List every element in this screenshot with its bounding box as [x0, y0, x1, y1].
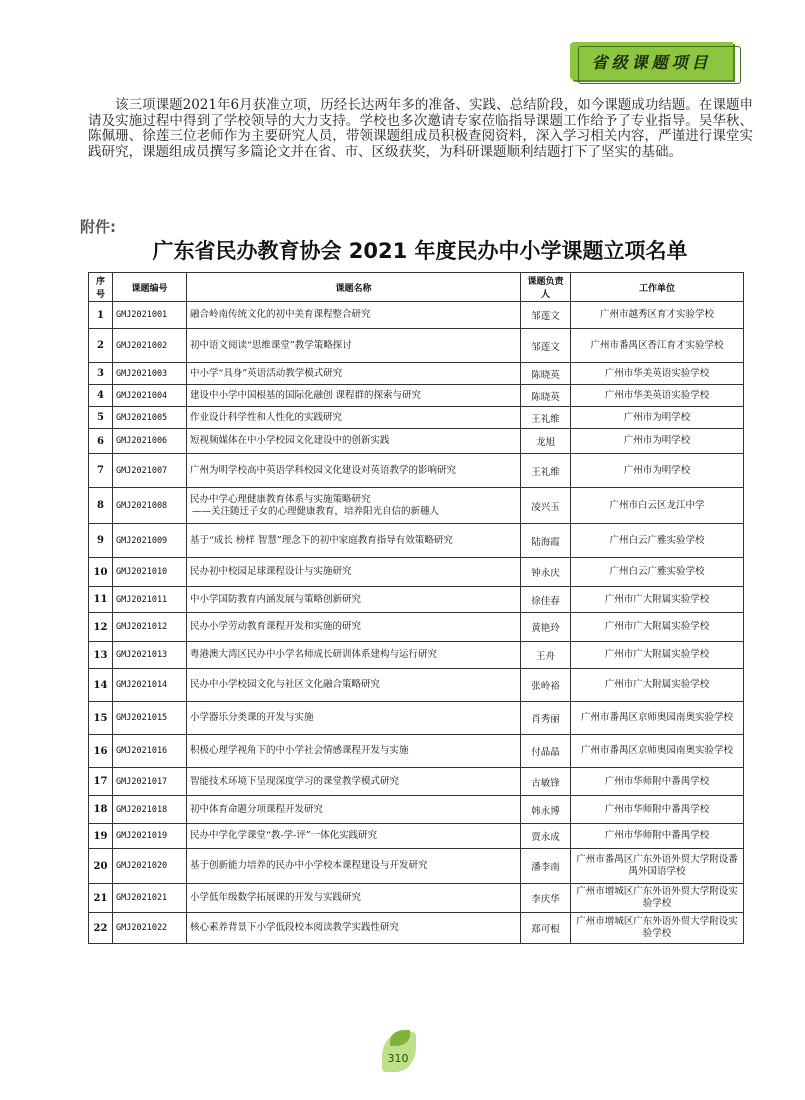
row-title: 粤港澳大湾区民办中小学名师成长研训体系建构与运行研究	[187, 642, 521, 669]
table-row	[89, 702, 744, 735]
row-title: 建设中小学中国根基的国际化融创 课程群的探索与研究	[187, 385, 521, 407]
table-row	[89, 558, 744, 587]
row-number: 1	[89, 302, 113, 329]
row-title: 中小学“具身”英语活动教学模式研究	[187, 363, 521, 385]
row-title: 初中语文阅读“思维课堂”教学策略探讨	[187, 329, 521, 363]
table-row	[89, 302, 744, 329]
list-title: 广东省民办教育协会 2021 年度民办中小学课题立项名单	[152, 239, 688, 263]
table-header-row	[89, 273, 744, 302]
row-code: GMJ2021007	[113, 454, 187, 488]
row-title: 民办初中校园足球课程设计与实施研究	[187, 558, 521, 587]
row-number: 8	[89, 488, 113, 524]
table-row	[89, 385, 744, 407]
row-title: 基于“成长 榜样 智慧”理念下的初中家庭教育指导有效策略研究	[187, 524, 521, 558]
row-code: GMJ2021019	[113, 824, 187, 849]
row-code: GMJ2021003	[113, 363, 187, 385]
row-title: 融合岭南传统文化的初中美育课程整合研究	[187, 302, 521, 329]
section-badge	[570, 42, 733, 80]
row-unit: 广州市广大附属实验学校	[571, 587, 744, 613]
row-title: 民办中小学校园文化与社区文化融合策略研究	[187, 669, 521, 702]
row-code: GMJ2021011	[113, 587, 187, 613]
row-unit: 广州市番禺区香江育才实验学校	[571, 329, 744, 363]
intro-paragraph	[88, 98, 753, 160]
row-unit: 广州市为明学校	[571, 407, 744, 429]
row-unit: 广州市越秀区育才实验学校	[571, 302, 744, 329]
row-lead: 陈晓英	[521, 363, 571, 385]
table-row	[89, 454, 744, 488]
row-title: 广州为明学校高中英语学科校园文化建设对英语教学的影响研究	[187, 454, 521, 488]
intro-text: 该三项课题2021年6月获准立项，历经长达两年多的准备、实践、总结阶段，如今课题成功结题。在课题申请及实施过程中得到了学校领导的大力支持。学校也多次邀请专家莅临指导课题工作给予了专业指导。吴华秋、陈佩珊、徐莲三位老师作为主要研究人员，带领课题组成员积极查阅资料，深入学习相关内容，严谨进行课堂实践研究，课题组成员撰写多篇论文并在省、市、区级获奖，为科研课题顺利结题打下了坚实的基础。	[88, 97, 753, 160]
row-lead: 王舟	[521, 642, 571, 669]
row-code: GMJ2021001	[113, 302, 187, 329]
row-title: 民办中学化学课堂“教-学-评”一体化实践研究	[187, 824, 521, 849]
table-row	[89, 363, 744, 385]
row-title: 民办小学劳动教育课程开发和实施的研究	[187, 613, 521, 642]
appendix-label: 附件:	[80, 218, 116, 236]
row-lead: 李庆华	[521, 884, 571, 913]
row-title: 中小学国防教育内涵发展与策略创新研究	[187, 587, 521, 613]
row-lead: 王礼维	[521, 407, 571, 429]
row-lead: 贾永成	[521, 824, 571, 849]
table-body	[89, 302, 744, 944]
row-lead: 陈晓英	[521, 385, 571, 407]
row-title: 民办中学心理健康教育体系与实施策略研究	[190, 493, 371, 505]
row-code: GMJ2021016	[113, 735, 187, 768]
row-title: 积极心理学视角下的中小学社会情感课程开发与实施	[187, 735, 521, 768]
row-unit: 广州白云广雅实验学校	[571, 524, 744, 558]
row-title: 智能技术环境下呈现深度学习的课堂教学模式研究	[187, 768, 521, 796]
row-number: 16	[89, 735, 113, 768]
row-subtitle: ——关注随迁子女的心理健康教育，培养阳光自信的新穗人	[192, 505, 440, 517]
row-unit: 广州市白云区龙江中学	[571, 488, 744, 524]
row-code: GMJ2021022	[113, 913, 187, 944]
row-number: 15	[89, 702, 113, 735]
table-row	[89, 329, 744, 363]
row-lead: 钟永庆	[521, 558, 571, 587]
row-code: GMJ2021010	[113, 558, 187, 587]
row-code: GMJ2021005	[113, 407, 187, 429]
row-number: 14	[89, 669, 113, 702]
row-unit: 广州市华美英语实验学校	[571, 363, 744, 385]
row-unit: 广州市为明学校	[571, 454, 744, 488]
table-row	[89, 613, 744, 642]
row-code: GMJ2021020	[113, 849, 187, 884]
row-code: GMJ2021017	[113, 768, 187, 796]
row-unit: 广州市增城区广东外语外贸大学附设实验学校	[571, 884, 744, 913]
table-row	[89, 768, 744, 796]
row-title: 核心素养背景下小学低段校本阅读教学实践性研究	[187, 913, 521, 944]
row-unit: 广州市番禺区京师奥园南奥实验学校	[571, 702, 744, 735]
row-number: 12	[89, 613, 113, 642]
row-code: GMJ2021004	[113, 385, 187, 407]
row-lead: 肖秀丽	[521, 702, 571, 735]
row-lead: 张岭裕	[521, 669, 571, 702]
page-number-leaf	[380, 1030, 416, 1074]
section-badge-label: 省级课题项目	[591, 53, 712, 72]
row-unit: 广州市华师附中番禺学校	[571, 768, 744, 796]
row-number: 10	[89, 558, 113, 587]
row-lead: 龙旭	[521, 429, 571, 454]
row-number: 20	[89, 849, 113, 884]
page-number: 310	[387, 1052, 409, 1065]
header-code: 课题编号	[113, 273, 187, 302]
row-number: 9	[89, 524, 113, 558]
row-unit: 广州市广大附属实验学校	[571, 613, 744, 642]
row-number: 6	[89, 429, 113, 454]
row-code: GMJ2021012	[113, 613, 187, 642]
row-title: 基于创新能力培养的民办中小学校本课程建设与开发研究	[187, 849, 521, 884]
row-lead: 付晶晶	[521, 735, 571, 768]
project-table	[88, 272, 744, 944]
row-code: GMJ2021006	[113, 429, 187, 454]
row-number: 2	[89, 329, 113, 363]
row-lead: 徐佳春	[521, 587, 571, 613]
header-num: 序号	[89, 273, 113, 302]
row-code: GMJ2021009	[113, 524, 187, 558]
row-code: GMJ2021002	[113, 329, 187, 363]
row-code: GMJ2021015	[113, 702, 187, 735]
row-lead: 邹莲文	[521, 302, 571, 329]
row-code: GMJ2021018	[113, 796, 187, 824]
row-unit: 广州市番禺区广东外语外贸大学附设番禺外国语学校	[571, 849, 744, 884]
row-number: 3	[89, 363, 113, 385]
table-row	[89, 524, 744, 558]
row-lead: 陆海霞	[521, 524, 571, 558]
row-title: 作业设计科学性和人性化的实践研究	[187, 407, 521, 429]
row-number: 18	[89, 796, 113, 824]
row-lead: 潘李南	[521, 849, 571, 884]
table-row	[89, 849, 744, 884]
row-title: 小学器乐分类课的开发与实施	[187, 702, 521, 735]
row-code: GMJ2021013	[113, 642, 187, 669]
header-unit: 工作单位	[571, 273, 744, 302]
row-unit: 广州市华美英语实验学校	[571, 385, 744, 407]
table-row	[89, 669, 744, 702]
row-number: 19	[89, 824, 113, 849]
row-number: 4	[89, 385, 113, 407]
row-code: GMJ2021008	[113, 488, 187, 524]
row-title-cell	[187, 488, 521, 524]
row-lead: 郑可根	[521, 913, 571, 944]
row-number: 13	[89, 642, 113, 669]
row-number: 17	[89, 768, 113, 796]
row-unit: 广州市华师附中番禺学校	[571, 796, 744, 824]
table-row	[89, 796, 744, 824]
row-title: 小学低年级数学拓展课的开发与实践研究	[187, 884, 521, 913]
row-title: 短视频媒体在中小学校园文化建设中的创新实践	[187, 429, 521, 454]
row-unit: 广州市华师附中番禺学校	[571, 824, 744, 849]
row-code: GMJ2021014	[113, 669, 187, 702]
row-lead: 邹莲文	[521, 329, 571, 363]
table-row	[89, 407, 744, 429]
table-row	[89, 824, 744, 849]
row-number: 11	[89, 587, 113, 613]
table-row	[89, 429, 744, 454]
row-number: 21	[89, 884, 113, 913]
row-unit: 广州市广大附属实验学校	[571, 642, 744, 669]
table-row	[89, 642, 744, 669]
table-row	[89, 735, 744, 768]
row-unit: 广州市广大附属实验学校	[571, 669, 744, 702]
header-lead: 课题负责人	[521, 273, 571, 302]
row-number: 7	[89, 454, 113, 488]
row-unit: 广州白云广雅实验学校	[571, 558, 744, 587]
row-lead: 韩永博	[521, 796, 571, 824]
row-lead: 王礼维	[521, 454, 571, 488]
table-row	[89, 587, 744, 613]
row-unit: 广州市增城区广东外语外贸大学附设实验学校	[571, 913, 744, 944]
table-row	[89, 913, 744, 944]
row-unit: 广州市为明学校	[571, 429, 744, 454]
row-code: GMJ2021021	[113, 884, 187, 913]
row-title: 初中体育命题分项课程开发研究	[187, 796, 521, 824]
row-number: 5	[89, 407, 113, 429]
row-lead: 古敏锋	[521, 768, 571, 796]
header-name: 课题名称	[187, 273, 521, 302]
table-row	[89, 884, 744, 913]
row-number: 22	[89, 913, 113, 944]
row-lead: 黄艳玲	[521, 613, 571, 642]
table-row	[89, 488, 744, 524]
row-lead: 凌兴玉	[521, 488, 571, 524]
row-unit: 广州市番禺区京师奥园南奥实验学校	[571, 735, 744, 768]
